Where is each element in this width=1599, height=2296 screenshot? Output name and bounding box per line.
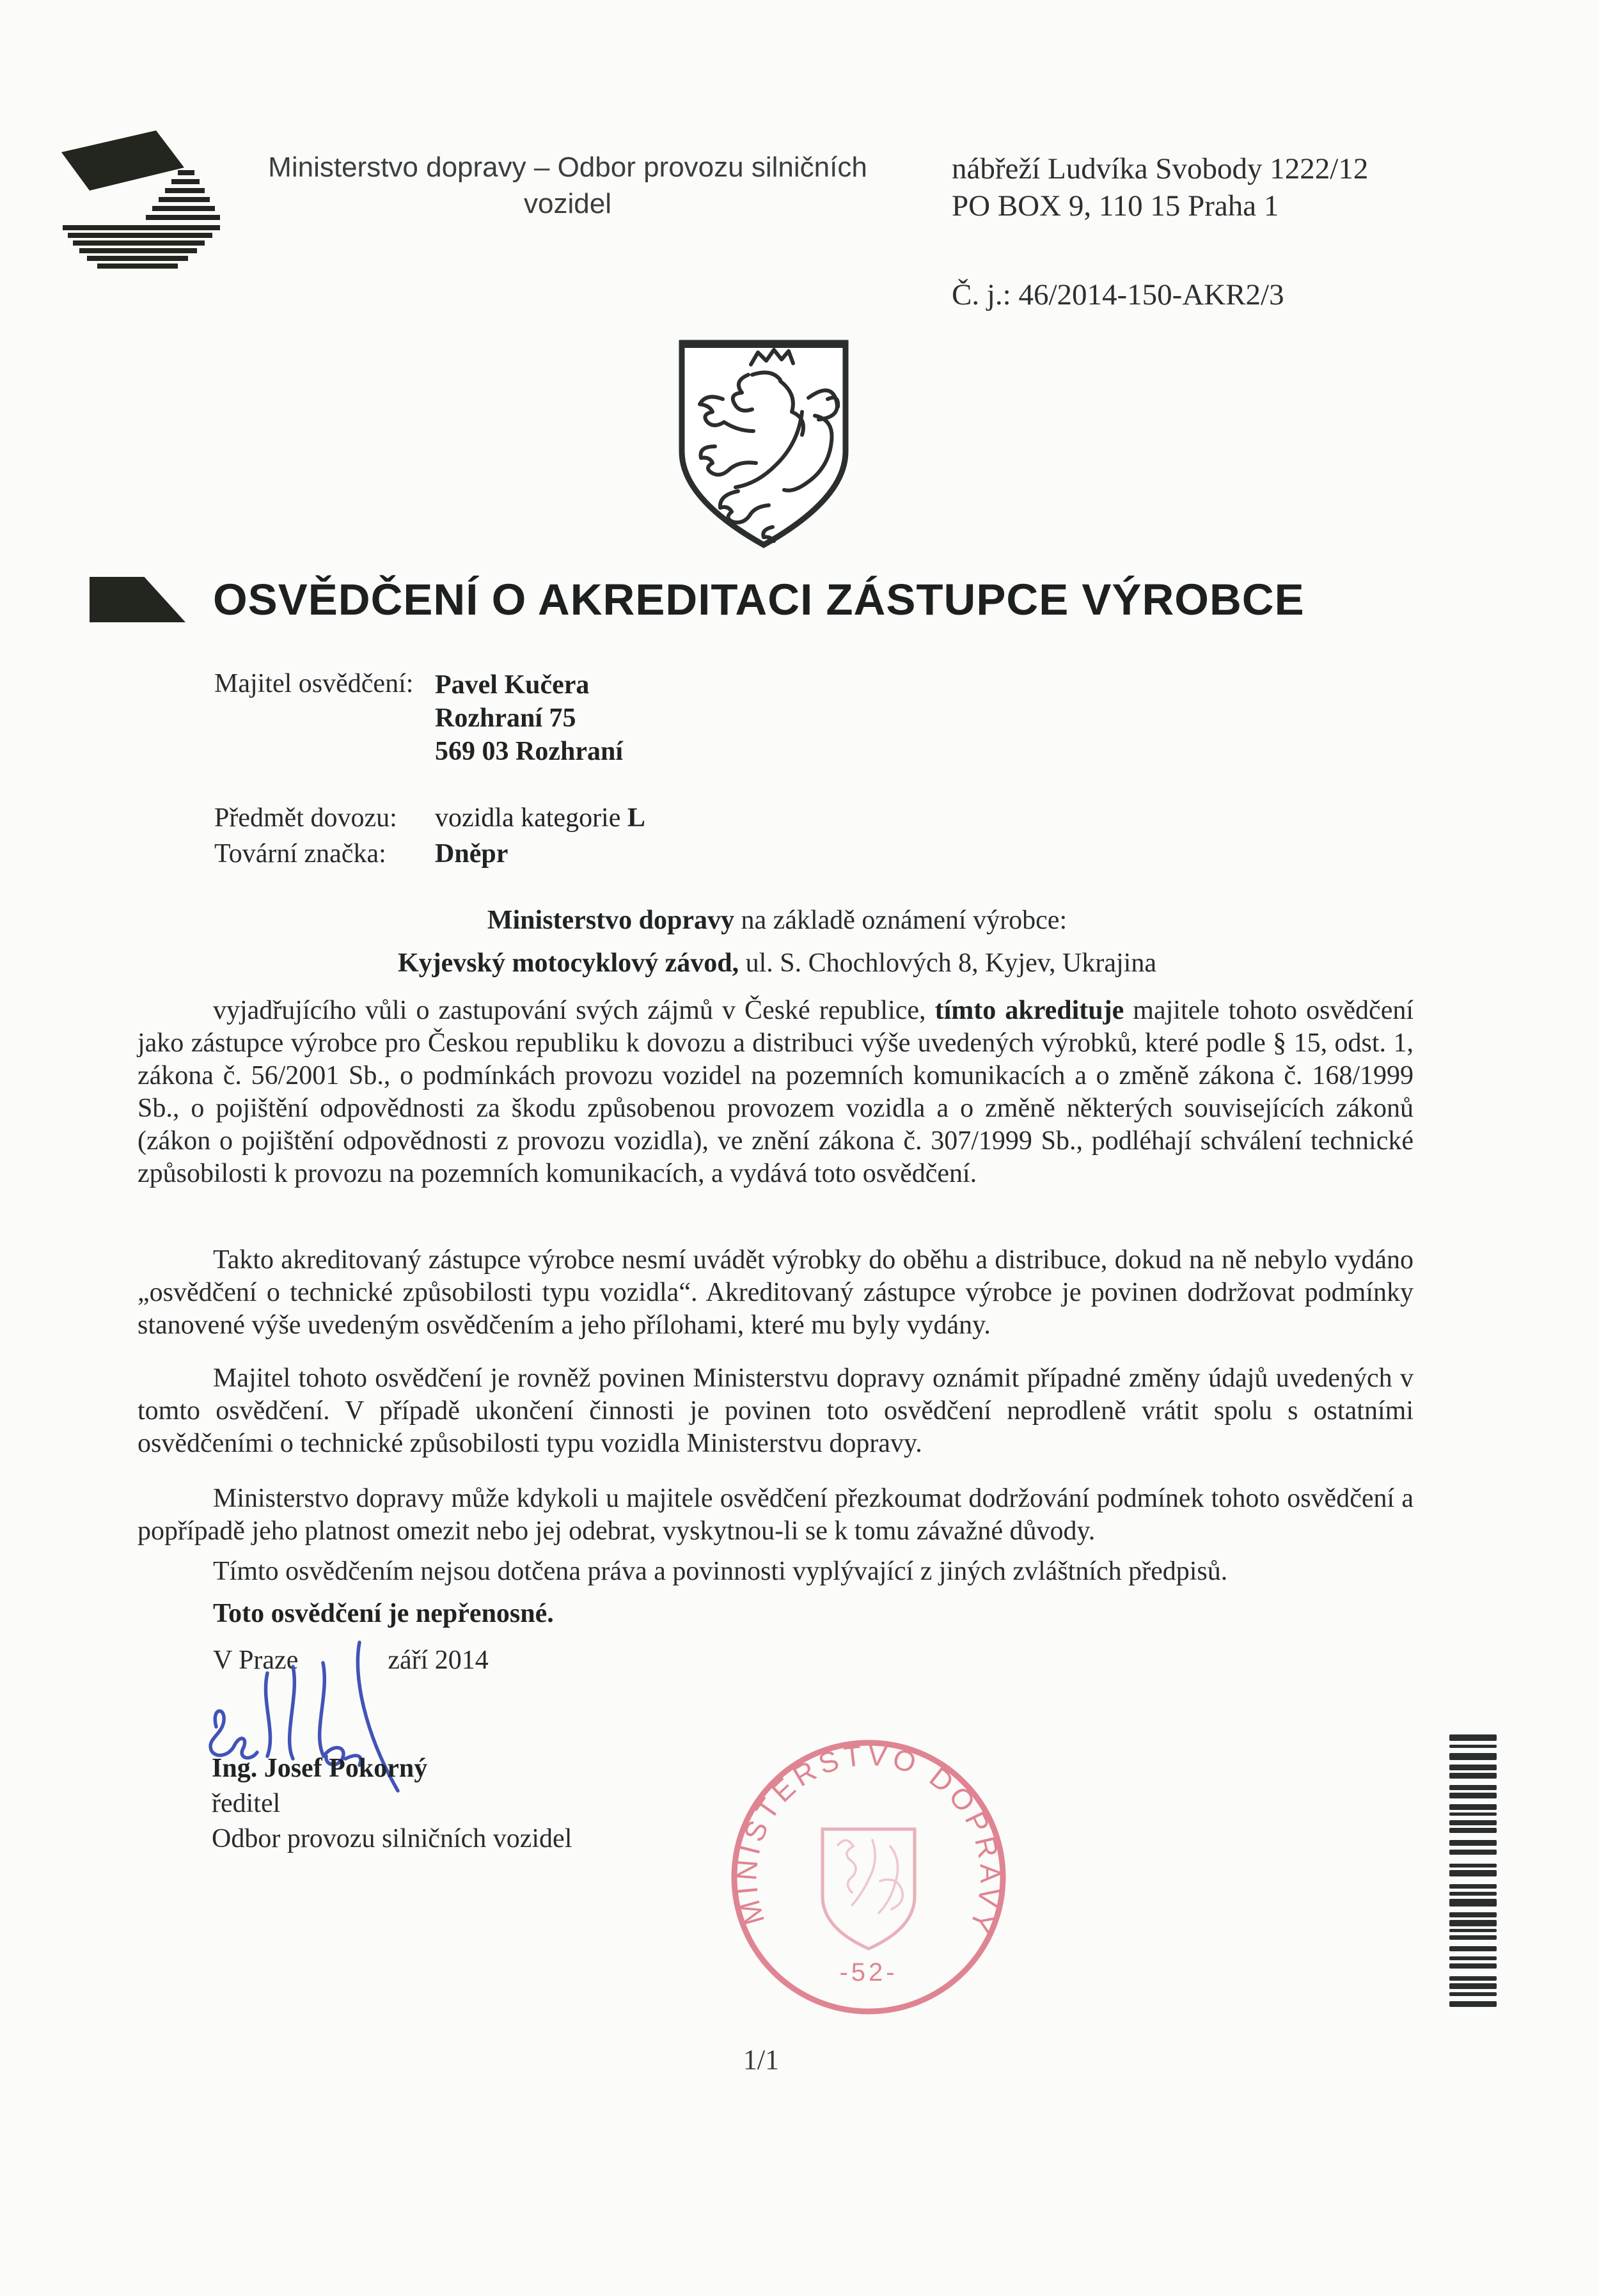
barcode-bar [1449,1753,1497,1760]
barcode-bar [1449,1899,1497,1907]
non-transferable-line: Toto osvědčení je nepřenosné. [213,1599,554,1628]
barcode-bar [1449,1864,1497,1867]
page-number: 1/1 [743,2044,780,2075]
paragraph-1 [138,995,1414,1190]
page-title: OSVĚDČENÍ O AKREDITACI ZÁSTUPCE VÝROBCE [213,575,1305,624]
intro-line [138,905,1417,936]
barcode-bar [1449,1734,1497,1741]
para1-post: majitele tohoto osvědčení jako zástupce výrobce pro Českou republiku k dovozu a distribuci výše uvedených výrobků, které podle § 15, odst. 1, zákona č. 56/2001 Sb., o podmínkách provozu vozidel na pozemních komunikacích a o změně zákona č. 168/1999 Sb., o pojištění odpovědnosti za škodu způsobenou provozem vozidla a o změně některých souvisejících zákonů (zákon o pojištění odpovědnosti z provozu vozidla), ve znění zákona č. 307/1999 Sb., podléhají schválení technické způsobilosti k provozu na pozemních komunikacích, a vydává toto osvědčení. [138,996,1414,1188]
barcode [1449,1734,1497,2022]
barcode-bar [1449,1850,1497,1855]
barcode-bar [1449,1892,1497,1896]
place: V Praze [213,1646,299,1675]
barcode-bar [1449,1870,1497,1876]
paragraph-5: Tímto osvědčením nejsou dotčena práva a povinnosti vyplývající z jiných zvláštních předpisů. [213,1557,1228,1586]
barcode-bar [1449,1820,1497,1825]
ministry-round-stamp [721,1730,1016,2024]
address-line1: nábřeží Ludvíka Svobody 1222/12 [952,152,1369,185]
letterhead-org-line1: Ministerstvo dopravy – Odbor provozu silničních [268,152,867,183]
stamp-number: -52- [839,1958,898,1986]
address-line2: PO BOX 9, 110 15 Praha 1 [952,189,1279,223]
import-label: Předmět dovozu: [214,803,397,833]
barcode-bar [1449,1793,1497,1798]
barcode-bar [1449,1920,1497,1926]
import-value-text: vozidla kategorie [435,803,627,833]
barcode-bar [1449,1785,1497,1790]
letterhead-address [952,150,1368,224]
barcode-bar [1449,1912,1497,1917]
holder-address2: 569 03 Rozhraní [435,737,623,766]
letterhead-org [214,149,921,222]
intro-ministry: Ministerstvo dopravy [487,906,735,935]
title-marker-wedge [90,577,185,622]
barcode-bar [1449,1976,1497,1981]
barcode-bar [1449,1840,1497,1846]
barcode-bar [1449,1963,1497,1969]
para1-accredits: tímto akredituje [934,996,1124,1025]
barcode-bar [1449,1992,1497,1996]
signatory-name: Ing. Josef Pokorný [212,1754,428,1783]
manufacturer-line [138,948,1417,979]
letterhead-org-line2: vozidel [524,188,611,219]
ministry-of-transport-logo [59,128,230,270]
import-value [435,803,645,833]
barcode-bar [1449,1884,1497,1889]
holder-label: Majitel osvědčení: [214,669,414,698]
barcode-bar [1449,1935,1497,1940]
holder-address1: Rozhraní 75 [435,704,576,733]
paragraph-3: Majitel tohoto osvědčení je rovněž povinen Ministerstvu dopravy oznámit případné změny údajů uvedených v tomto osvědčení. V případě ukončení činnosti je povinen toto osvědčení neprodleně vrátit spolu s ostatními osvědčeními o technické způsobilosti typu vozidla Ministerstvu dopravy. [138,1364,1414,1458]
barcode-bar [1449,1828,1497,1833]
barcode-bar [1449,1773,1497,1779]
czech-coat-of-arms [677,338,851,550]
signatory-block [212,1751,572,1857]
barcode-bar [1449,1812,1497,1816]
intro-rest: na základě oznámení výrobce: [734,906,1067,935]
import-category: L [627,803,645,833]
holder-value [435,668,623,768]
brand-label: Tovární značka: [214,839,386,869]
barcode-bar [1449,1804,1497,1810]
manufacturer-address: ul. S. Chochlových 8, Kyjev, Ukrajina [739,948,1156,978]
stamp-ring-text-holder [730,1738,1007,1941]
brand-value: Dněpr [435,839,508,869]
para1-pre: vyjadřujícího vůli o zastupování svých zájmů v České republice, [213,996,935,1025]
date: září 2014 [388,1646,489,1675]
barcode-bar [1449,2001,1497,2007]
barcode-bar [1449,1946,1497,1951]
stamp-ring-text: MINISTERSTVO DOPRAVY [730,1738,1007,1941]
barcode-bar [1449,1765,1497,1770]
paragraph-2: Takto akreditovaný zástupce výrobce nesmí uvádět výrobky do oběhu a distribuce, dokud na ně nebylo vydáno „osvědčení o technické způsobilosti typu vozidla“. Akreditovaný zástupce výrobce je povinen dodržovat podmínky stanovené výše uvedeným osvědčením a jeho přílohami, které mu byly vydány. [138,1245,1414,1340]
paragraph-4: Ministerstvo dopravy může kdykoli u majitele osvědčení přezkoumat dodržování podmínek tohoto osvědčení a popřípadě jeho platnost omezit nebo jej odebrat, vyskytnou-li se k tomu závažné důvody. [138,1484,1414,1546]
barcode-bar [1449,1929,1497,1932]
barcode-bar [1449,1956,1497,1960]
manufacturer-name: Kyjevský motocyklový závod, [397,948,739,978]
signatory-department: Odbor provozu silničních vozidel [212,1824,572,1853]
barcode-bar [1449,1983,1497,1989]
reference-number: Č. j.: 46/2014-150-AKR2/3 [952,278,1284,311]
barcode-bar [1449,1745,1497,1748]
signatory-role: ředitel [212,1789,281,1818]
holder-name: Pavel Kučera [435,670,590,700]
